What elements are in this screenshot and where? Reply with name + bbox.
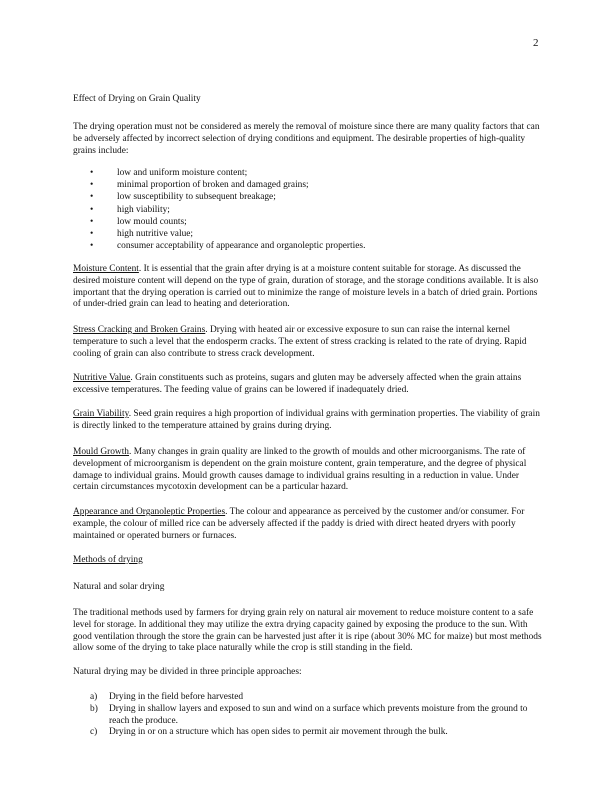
list-item: • low mould counts; [90, 216, 365, 228]
list-item: • consumer acceptability of appearance and organoleptic properties. [90, 240, 365, 252]
list-text: Drying in or on a structure which has open sides to permit air movement through the bulk. [109, 727, 448, 738]
paragraph-heading: Stress Cracking and Broken Grains [73, 325, 206, 335]
paragraph-heading: Nutritive Value [73, 373, 131, 383]
paragraph-text: . Grain constituents such as proteins, sugars and gluten may be adversely affected when the grain attains excessive temperatures. The feeding value of grains can be lowered if inadequately dried. [73, 373, 522, 395]
mould-growth-paragraph [73, 447, 545, 494]
paragraph-text: . It is essential that the grain after drying is at a moisture content suitable for storage. As discussed the desired moisture content will depend on the type of grain, duration of storage, and the storage conditions available. It is also important that the drying operation is carried out to minimize the range of moisture levels in a batch of dried grain. Portions of under-dried grain can lead to heating and deterioration. [73, 264, 539, 310]
intro-paragraph: The drying operation must not be considered as merely the removal of moisture since there are many quality factors that can be adversely affected by incorrect selection of drying conditions and equipment. The desirable properties of high-quality grains include: [73, 122, 540, 156]
list-text: Drying in shallow layers and exposed to sun and wind on a surface which prevents moisture from the ground to reach the produce. [109, 703, 528, 726]
list-item: • high nutritive value; [90, 228, 365, 240]
list-item: • low and uniform moisture content; [90, 167, 365, 179]
list-marker: b) [90, 703, 98, 714]
list-item [90, 727, 530, 739]
traditional-paragraph: The traditional methods used by farmers for drying grain rely on natural air movement to reduce moisture content to a safe level for storage. In additional they may utilize the extra drying capacity gained by exposing the produce to the sun. With good ventilation through the store the grain can be harvested just after it is ripe (about 30% MC for maize) but most methods allow some of the drying to take place naturally while the crop is still standing in the field. [73, 608, 542, 654]
page-number: 2 [533, 37, 539, 49]
list-marker: c) [90, 727, 98, 738]
paragraph-text: . The colour and appearance as perceived by the customer and/or consumer. For example, the colour of milled rice can be adversely affected if the paddy is dried with direct heated dryers with poorly maintained or operated burners or furnaces. [73, 507, 525, 541]
list-item: • minimal proportion of broken and damaged grains; [90, 179, 365, 191]
list-item: • low susceptibility to subsequent breakage; [90, 191, 365, 203]
nutritive-value-paragraph [73, 373, 545, 397]
quality-properties-list [90, 167, 365, 252]
paragraph-heading: Moisture Content [73, 264, 139, 274]
paragraph-heading: Mould Growth [73, 447, 129, 457]
appearance-paragraph [73, 507, 545, 542]
approaches-intro: Natural drying may be divided in three principle approaches: [73, 667, 302, 677]
section-title: Effect of Drying on Grain Quality [73, 94, 201, 104]
list-item [90, 692, 530, 704]
methods-heading: Methods of drying [73, 555, 143, 565]
list-text: Drying in the field before harvested [109, 692, 244, 702]
paragraph-heading: Appearance and Organoleptic Properties [73, 507, 226, 517]
approaches-list [90, 692, 530, 739]
paragraph-heading: Grain Viability [73, 409, 129, 419]
list-item: • high viability; [90, 204, 365, 216]
natural-solar-heading: Natural and solar drying [73, 582, 165, 592]
moisture-content-paragraph [73, 264, 545, 311]
paragraph-text: . Seed grain requires a high proportion of individual grains with germination properties. The viability of grain is directly linked to the temperature attained by grains during drying. [73, 409, 540, 431]
grain-viability-paragraph [73, 409, 545, 433]
paragraph-text: . Drying with heated air or excessive exposure to sun can raise the internal kernel temperature to such a level that the endosperm cracks. The extent of stress cracking is related to the rate of drying. Rapid cooling of grain can also contribute to stress crack development. [73, 325, 527, 359]
stress-cracking-paragraph [73, 325, 545, 360]
list-item [90, 704, 530, 728]
list-marker: a) [90, 692, 98, 702]
paragraph-text: . Many changes in grain quality are linked to the growth of moulds and other microorganisms. The rate of development of microorganism is dependent on the grain moisture content, grain temperature, and the degree of physical damage to individual grains. Mould growth causes damage to individual grains resulting in a reduction in value. Under certain circumstances mycotoxin development can be a particular hazard. [73, 447, 527, 493]
